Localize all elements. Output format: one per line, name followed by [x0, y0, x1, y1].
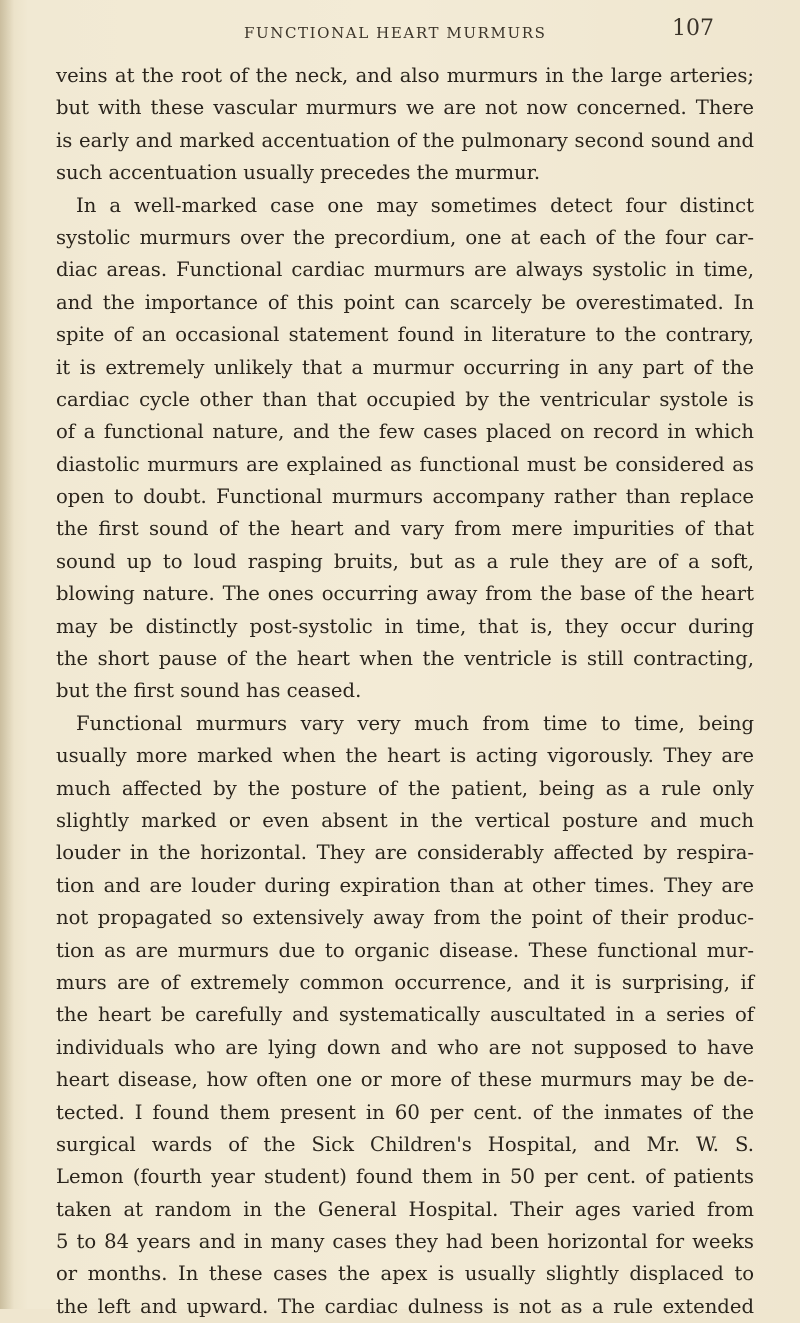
text-line: the left and upward. The cardiac dulness is not as a rule extended	[56, 1294, 754, 1318]
body-text	[56, 60, 754, 1323]
text-line: veins at the root of the neck, and also murmurs in the large arteries;	[56, 64, 754, 87]
text-line: of a functional nature, and the few cases placed on record in which	[56, 420, 754, 444]
text-line: or months. In these cases the apex is usually slightly displaced to	[56, 1262, 754, 1286]
text-line: much affected by the posture of the patient, being as a rule only	[56, 776, 754, 800]
text-line: taken at random in the General Hospital. Their ages varied from	[56, 1197, 754, 1221]
text-line: cardiac cycle other than that occupied by the ventricular systole is	[56, 387, 754, 411]
text-line: but the first sound has ceased.	[56, 679, 362, 703]
text-line: blowing nature. The ones occurring away from the base of the heart	[56, 582, 754, 606]
text-line: tion and are louder during expiration than at other times. They are	[56, 873, 754, 897]
text-line: surgical wards of the Sick Children's Hospital, and Mr. W. S.	[56, 1132, 754, 1156]
text-line: In a well-marked case one may sometimes detect four distinct	[76, 193, 754, 217]
text-line: and the importance of this point can scarcely be overestimated. In	[56, 290, 754, 314]
text-line: Functional murmurs vary very much from time to time, being	[76, 711, 754, 735]
text-line: the heart be carefully and systematically auscultated in a series of	[56, 1003, 754, 1027]
text-line: such accentuation usually precedes the murmur.	[56, 161, 541, 185]
running-head	[0, 14, 800, 54]
text-line: but with these vascular murmurs we are not now concerned. There	[56, 96, 754, 120]
page-number: 107	[672, 16, 714, 41]
text-line: it is extremely unlikely that a murmur occurring in any part of the	[56, 355, 754, 379]
text-line: is early and marked accentuation of the pulmonary second sound and	[56, 128, 754, 152]
text-line: diac areas. Functional cardiac murmurs are always systolic in time,	[56, 258, 754, 282]
text-line: spite of an occasional statement found in literature to the contrary,	[56, 323, 754, 347]
text-line: diastolic murmurs are explained as functional must be considered as	[56, 452, 754, 476]
text-line: sound up to loud rasping bruits, but as a rule they are of a soft,	[56, 549, 754, 573]
text-line: slightly marked or even absent in the vertical posture and much	[56, 808, 754, 832]
text-line: Lemon (fourth year student) found them in 50 per cent. of patients	[56, 1165, 754, 1189]
text-line: the short pause of the heart when the ventricle is still contracting,	[56, 647, 754, 671]
text-line: the first sound of the heart and vary from mere impurities of that	[56, 517, 754, 541]
text-line: 5 to 84 years and in many cases they had been horizontal for weeks	[56, 1230, 754, 1254]
text-line: murs are of extremely common occurrence, and it is surprising, if	[56, 970, 754, 994]
text-line: may be distinctly post-systolic in time, that is, they occur during	[56, 614, 754, 638]
text-line: usually more marked when the heart is acting vigorously. They are	[56, 744, 754, 768]
text-line: heart disease, how often one or more of these murmurs may be de-	[56, 1068, 754, 1092]
text-line: louder in the horizontal. They are considerably affected by respira-	[56, 841, 754, 865]
running-title: FUNCTIONAL HEART MURMURS	[244, 24, 547, 42]
spine-shadow	[0, 0, 14, 1309]
text-line: individuals who are lying down and who are not supposed to have	[56, 1035, 754, 1059]
text-line: open to doubt. Functional murmurs accompany rather than replace	[56, 485, 754, 509]
text-line: tion as are murmurs due to organic disease. These functional mur-	[56, 938, 754, 962]
text-line: systolic murmurs over the precordium, one at each of the four car-	[56, 225, 754, 249]
text-line: not propagated so extensively away from the point of their produc-	[56, 906, 754, 930]
text-line: tected. I found them present in 60 per cent. of the inmates of the	[56, 1100, 754, 1124]
